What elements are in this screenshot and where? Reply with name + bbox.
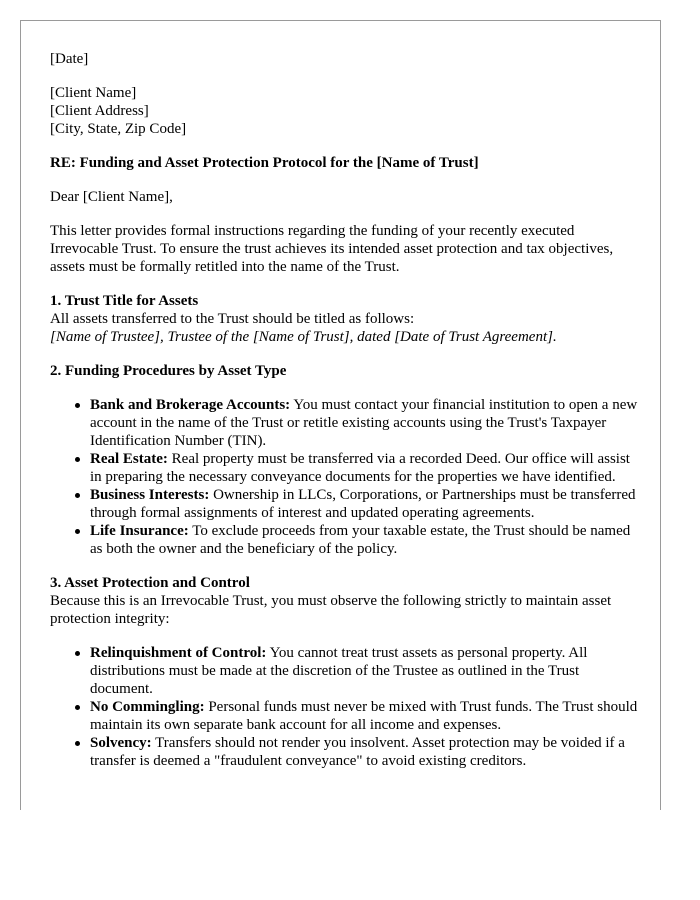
item-label: No Commingling: — [90, 699, 205, 715]
protection-rules-list — [50, 644, 640, 770]
section-heading: 1. Trust Title for Assets — [50, 293, 199, 309]
client-name: [Client Name] — [50, 85, 137, 101]
list-item — [90, 522, 640, 558]
item-text: You must contact your financial institution to open a new account in the name of the Trust or retitle existing accounts using the Trust's Taxpayer Identification Number (TIN). — [90, 397, 638, 449]
letter-page — [20, 20, 661, 810]
client-address: [Client Address] — [50, 103, 149, 119]
bullet-icon — [75, 705, 80, 710]
bullet-icon — [75, 457, 80, 462]
list-item — [90, 486, 640, 522]
letter-date: [Date] — [50, 51, 89, 67]
bullet-icon — [75, 403, 80, 408]
section-funding-procedures — [50, 362, 640, 558]
item-label: Relinquishment of Control: — [90, 645, 267, 661]
item-label: Solvency: — [90, 735, 152, 751]
bullet-icon — [75, 493, 80, 498]
bullet-icon — [75, 651, 80, 656]
client-address-block — [50, 84, 640, 138]
item-label: Bank and Brokerage Accounts: — [90, 397, 291, 413]
section-heading: 3. Asset Protection and Control — [50, 575, 250, 591]
item-text: Ownership in LLCs, Corporations, or Partnerships must be transferred through formal assignments of interest and updated operating agreements. — [90, 487, 636, 521]
bullet-icon — [75, 529, 80, 534]
item-text: To exclude proceeds from your taxable estate, the Trust should be named as both the owner and the beneficiary of the policy. — [90, 523, 631, 557]
letter-body — [50, 50, 640, 786]
item-text: Personal funds must never be mixed with Trust funds. The Trust should maintain its own separate bank account for all income and expenses. — [90, 699, 638, 733]
section-heading: 2. Funding Procedures by Asset Type — [50, 363, 287, 379]
item-text: Transfers should not render you insolvent. Asset protection may be voided if a transfer is deemed a "fraudulent conveyance" to avoid existing creditors. — [90, 735, 625, 769]
list-item — [90, 450, 640, 486]
item-label: Business Interests: — [90, 487, 210, 503]
list-item — [90, 396, 640, 450]
section-asset-protection — [50, 574, 640, 770]
list-item — [90, 698, 640, 734]
list-item — [90, 734, 640, 770]
subject-line: RE: Funding and Asset Protection Protocol for the [Name of Trust] — [50, 155, 479, 171]
salutation: Dear [Client Name], — [50, 189, 173, 205]
bullet-icon — [75, 741, 80, 746]
client-city-state-zip: [City, State, Zip Code] — [50, 121, 187, 137]
item-label: Life Insurance: — [90, 523, 189, 539]
asset-type-list — [50, 396, 640, 558]
item-text: Real property must be transferred via a recorded Deed. Our office will assist in preparing the necessary conveyance documents for the properties we have identified. — [90, 451, 630, 485]
section-text: All assets transferred to the Trust should be titled as follows: — [50, 311, 415, 327]
intro-paragraph: This letter provides formal instructions regarding the funding of your recently executed Irrevocable Trust. To ensure the trust achieves its intended asset protection and tax objectives, assets must be formally retitled into the name of the Trust. — [50, 223, 614, 275]
section-trust-title — [50, 292, 640, 346]
section-text: Because this is an Irrevocable Trust, you must observe the following strictly to maintain asset protection integrity: — [50, 593, 612, 627]
title-format: [Name of Trustee], Trustee of the [Name of Trust], dated [Date of Trust Agreement]. — [50, 329, 557, 345]
item-text: You cannot treat trust assets as personal property. All distributions must be made at the discretion of the Trustee as outlined in the Trust document. — [90, 645, 588, 697]
list-item — [90, 644, 640, 698]
item-label: Real Estate: — [90, 451, 168, 467]
